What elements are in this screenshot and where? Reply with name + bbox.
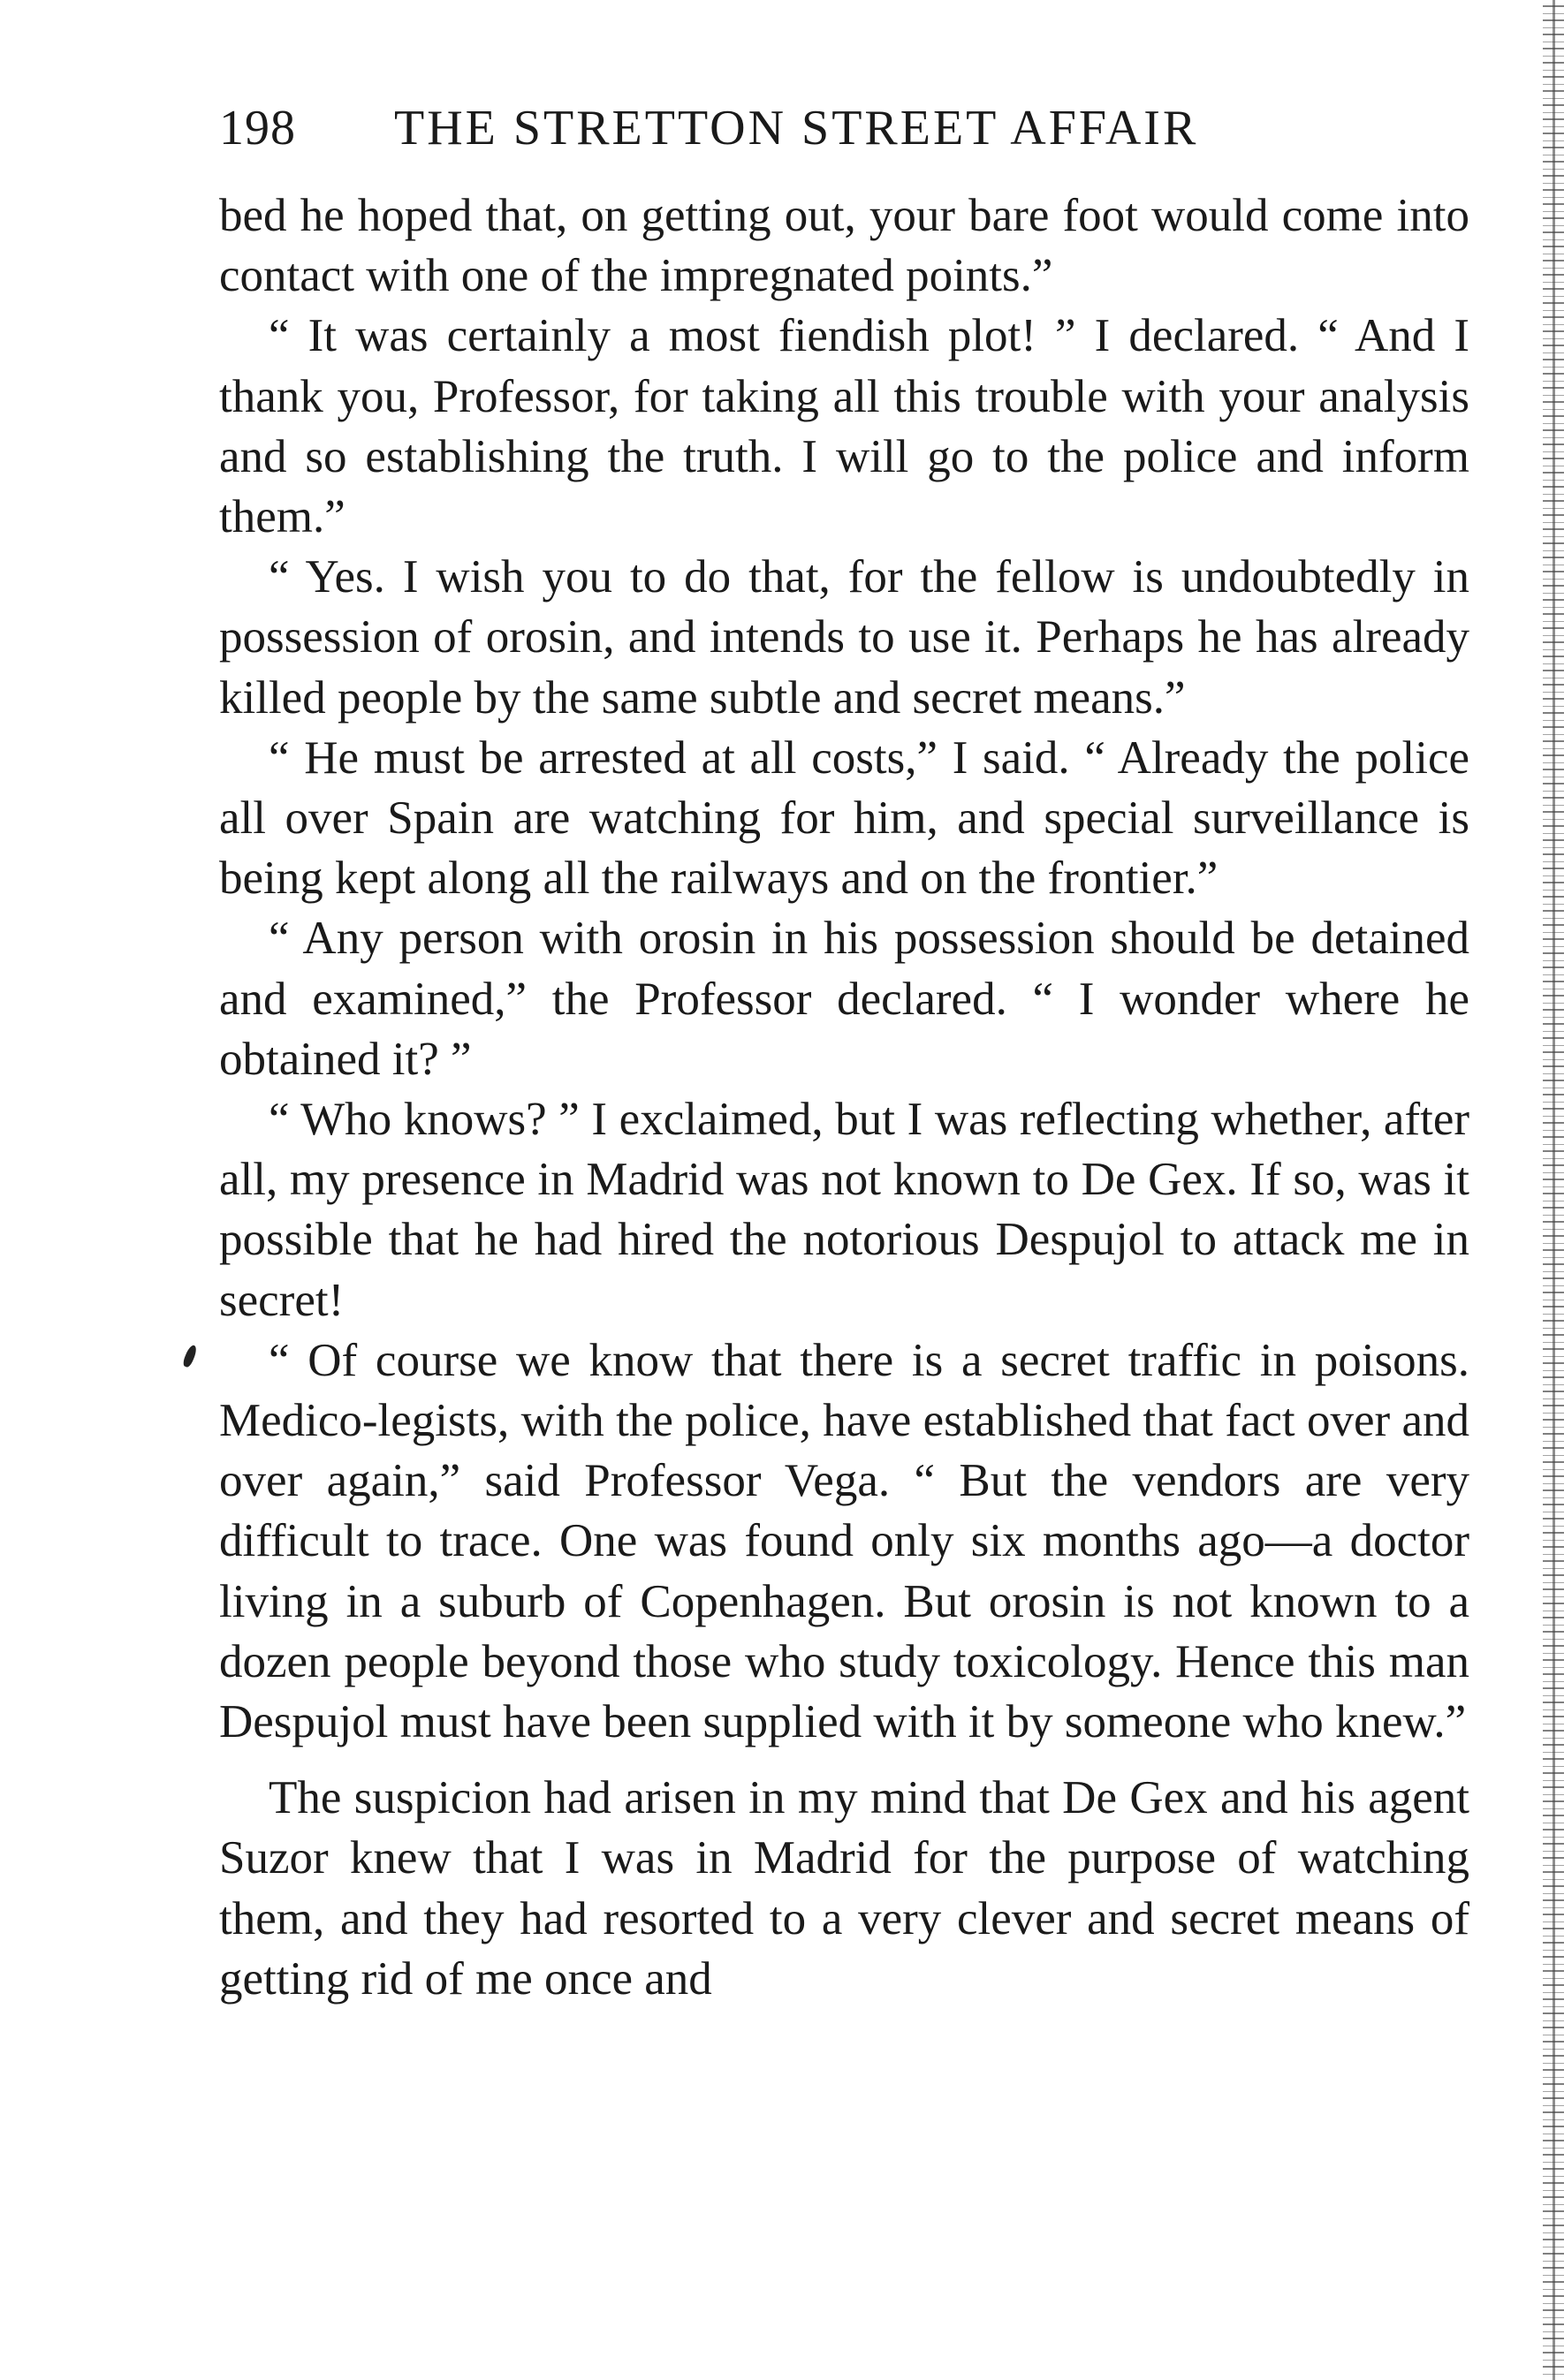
margin-ink-mark xyxy=(181,1344,198,1368)
paragraph-arrest: “ He must be arrested at all costs,” I said. “ Already the police all over Spain are watching for him, and special surveillance is being kept along all the railways and on the frontier.” xyxy=(219,731,1469,905)
paragraph-poison-traffic: “ Of course we know that there is a secret traffic in poisons. Medico-legists, with the police, have established that fact over and over again,” said Professor Vega. “ But the vendors are very difficult to trace. One was found only six months ago—a doctor living in a suburb of Copenhagen. But orosin is not known to a dozen people beyond those who study toxicology. Hence this man Despujol must have been supplied with it by someone who knew.” xyxy=(219,1334,1469,1748)
paragraph-fiendish-plot: “ It was certainly a most fiendish plot! ” I declared. “ And I thank you, Professor, for taking all this trouble with your analysis and so establishing the truth. I will go to the police and inform them.” xyxy=(219,310,1469,543)
running-title: THE STRETTON STREET AFFAIR xyxy=(394,101,1199,155)
page-number: 198 xyxy=(219,101,296,155)
paragraph-continuation: bed he hoped that, on getting out, your bare foot would come into contact with one of the impregnated points.” xyxy=(219,190,1469,302)
body-text xyxy=(219,186,1469,2009)
paragraph-detained: “ Any person with orosin in his possession should be detained and examined,” the Professor declared. “ I wonder where he obtained it? ” xyxy=(219,913,1469,1085)
paragraph-suspicion: The suspicion had arisen in my mind that De Gex and his agent Suzor knew that I was in Madrid for the purpose of watching them, and they had resorted to a very clever and secret means of getting rid of me once and xyxy=(219,1772,1469,2005)
paragraph-who-knows: “ Who knows? ” I exclaimed, but I was reflecting whether, after all, my presence in Madrid was not known to De Gex. If so, was it possible that he had hired the notorious Despujol to attack me in secret! xyxy=(219,1094,1469,1326)
page-header xyxy=(219,93,1315,163)
paragraph-orosin-possession: “ Yes. I wish you to do that, for the fellow is undoubtedly in possession of orosin, and intends to use it. Perhaps he has already killed people by the same subtle and secret means.” xyxy=(219,551,1469,724)
page-binding-line xyxy=(1553,0,1555,2380)
